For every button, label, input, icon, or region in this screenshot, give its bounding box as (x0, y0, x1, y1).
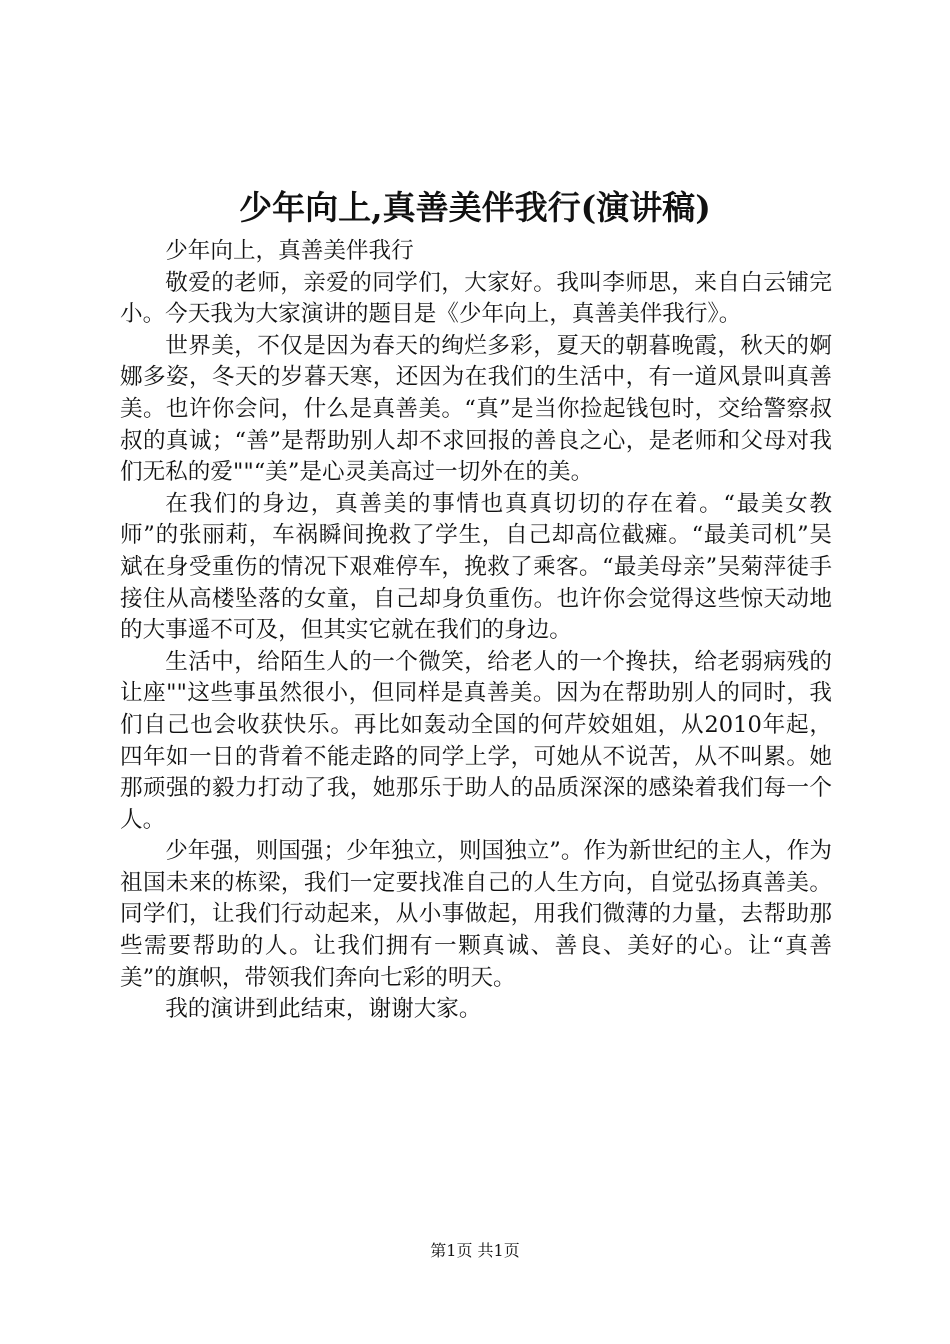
paragraph-subtitle: 少年向上，真善美伴我行 (165, 238, 414, 264)
paragraph-daily-life: 生活中，给陌生人的一个微笑，给老人的一个搀扶，给老弱病残的让座""这些事虽然很小，但同样是真善美。因为在帮助别人的同时，我们自己也会收获快乐。再比如轰动全国的何芹姣姐姐，从2010年起，四年如一日的背着不能走路的同学上学，可她从不说苦，从不叫累。她那顽强的毅力打动了我，她那乐于助人的品质深深的感染着我们每一个人。 (120, 648, 832, 833)
paragraph-examples: 在我们的身边，真善美的事情也真真切切的存在着。“最美女教师”的张丽莉，车祸瞬间挽救了学生，自己却高位截瘫。“最美司机”吴斌在身受重伤的情况下艰难停车，挽救了乘客。“最美母亲”吴菊萍徒手接住从高楼坠落的女童，自己却身负重伤。也许你会觉得这些惊天动地的大事遥不可及，但其实它就在我们的身边。 (120, 490, 832, 644)
document-body (120, 236, 832, 1026)
paragraph-greeting: 敬爱的老师，亲爱的同学们，大家好。我叫李师思，来自白云铺完小。今天我为大家演讲的题目是《少年向上，真善美伴我行》。 (120, 269, 832, 328)
page-footer: 第1页 共1页 (430, 1241, 520, 1260)
paragraph-call-to-action: 少年强，则国强；少年独立，则国独立”。作为新世纪的主人，作为祖国未来的栋梁，我们一定要找准自己的人生方向，自觉弘扬真善美。同学们，让我们行动起来，从小事做起，用我们微薄的力量，去帮助那些需要帮助的人。让我们拥有一颗真诚、善良、美好的心。让“真善美”的旗帜，带领我们奔向七彩的明天。 (120, 838, 832, 991)
paragraph-closing: 我的演讲到此结束，谢谢大家。 (165, 996, 482, 1023)
paragraph-world-beauty: 世界美，不仅是因为春天的绚烂多彩，夏天的朝暮晚霞，秋天的婀娜多姿，冬天的岁暮天寒，还因为在我们的生活中，有一道风景叫真善美。也许你会问，什么是真善美。“真”是当你捡起钱包时，交给警察叔叔的真诚；“善”是帮助别人却不求回报的善良之心，是老师和父母对我们无私的爱""“美”是心灵美高过一切外在的美。 (120, 332, 832, 486)
document-title: 少年向上,真善美伴我行(演讲稿) (239, 188, 711, 227)
